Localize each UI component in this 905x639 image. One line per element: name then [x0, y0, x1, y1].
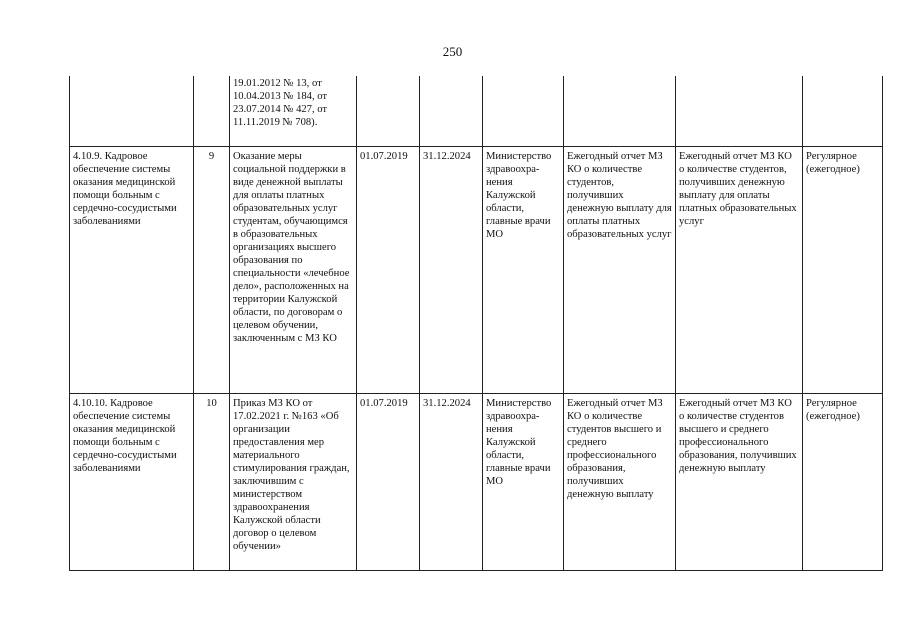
cell-frequency: Регулярное (ежегодное) [803, 394, 883, 571]
cell-num [194, 76, 230, 147]
table-row [70, 76, 883, 147]
cell-id: 4.10.10. Кадровое обеспечение системы оказания медицинской помощи больным с сердечно-сосудистыми заболеваниями [70, 394, 194, 571]
cell-measure: Приказ МЗ КО от 17.02.2021 г. №163 «Об организации предоставления мер материального стимулирования граждан, заключившим с министерством здравоохранения Калужской области договор о целевом обучении» [230, 394, 357, 571]
cell-id [70, 76, 194, 147]
cell-num: 9 [194, 147, 230, 394]
cell-measure: Оказание меры социальной поддержки в виде денежной выплаты для оплаты платных образовательных услуг студентам, обучающимся в образовательных организациях высшего образования по специальности «лечебное дело», расположенных на территории Калужской области, по договорам о целевом обучении, заключенным с МЗ КО [230, 147, 357, 394]
cell-indicator: Ежегодный отчет МЗ КО о количестве студентов, получивших денежную выплату для оплаты платных образовательных услуг [676, 147, 803, 394]
cell-start: 01.07.2019 [357, 147, 420, 394]
cell-indicator [676, 76, 803, 147]
page-number: 250 [442, 44, 463, 59]
table-row [70, 147, 883, 394]
cell-result [564, 76, 676, 147]
cell-end: 31.12.2024 [420, 147, 483, 394]
cell-executor: Министерство здравоохра-нения Калужской области, главные врачи МО [483, 147, 564, 394]
cell-frequency [803, 76, 883, 147]
cell-num: 10 [194, 394, 230, 571]
cell-result: Ежегодный отчет МЗ КО о количестве студентов высшего и среднего профессионального образования, получивших денежную выплату [564, 394, 676, 571]
cell-start [357, 76, 420, 147]
cell-executor [483, 76, 564, 147]
plan-table [69, 76, 883, 571]
cell-end [420, 76, 483, 147]
cell-start: 01.07.2019 [357, 394, 420, 571]
table-row [70, 394, 883, 571]
cell-indicator: Ежегодный отчет МЗ КО о количестве студентов высшего и среднего профессионального образования, получивших денежную выплату [676, 394, 803, 571]
cell-result: Ежегодный отчет МЗ КО о количестве студентов, получивших денежную выплату для оплаты платных образовательных услуг [564, 147, 676, 394]
cell-executor: Министерство здравоохра-нения Калужской области, главные врачи МО [483, 394, 564, 571]
cell-measure: 19.01.2012 № 13, от 10.04.2013 № 184, от 23.07.2014 № 427, от 11.11.2019 № 708). [230, 76, 357, 147]
cell-id: 4.10.9. Кадровое обеспечение системы оказания медицинской помощи больным с сердечно-сосудистыми заболеваниями [70, 147, 194, 394]
cell-frequency: Регулярное (ежегодное) [803, 147, 883, 394]
cell-end: 31.12.2024 [420, 394, 483, 571]
